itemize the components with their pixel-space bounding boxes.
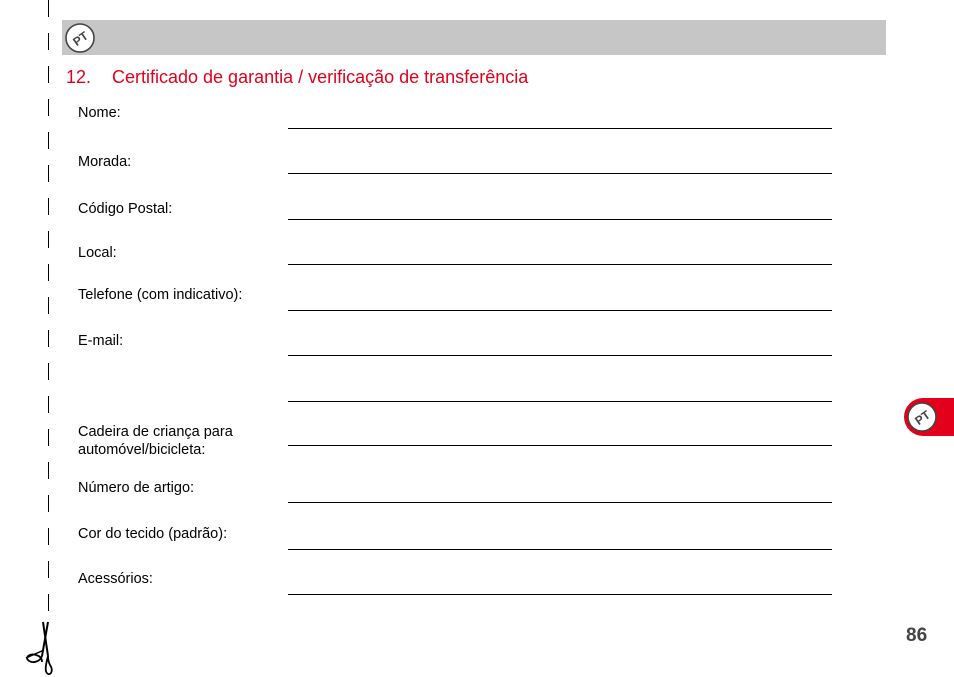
field-line-acessorios[interactable] — [288, 594, 832, 595]
cut-line-dash — [48, 594, 49, 611]
cut-line-dash — [48, 132, 49, 149]
cut-line-dash — [48, 561, 49, 578]
cut-line — [48, 0, 50, 610]
cut-line-dash — [48, 0, 49, 17]
cut-line-dash — [48, 66, 49, 83]
cut-line-dash — [48, 198, 49, 215]
field-label-telefone: Telefone (com indicativo): — [78, 287, 243, 303]
cut-line-dash — [48, 396, 49, 413]
language-badge-text: PT — [70, 28, 91, 49]
language-badge-icon — [64, 22, 96, 54]
section-title — [66, 67, 528, 88]
language-badge-icon — [906, 401, 938, 433]
section-title-text: Certificado de garantia / verificação de transferência — [112, 67, 529, 87]
field-line-morada[interactable] — [288, 173, 832, 174]
section-number: 12. — [66, 67, 92, 87]
field-label-cadeira: Cadeira de criança para automóvel/bicicleta: — [78, 424, 233, 458]
cut-line-dash — [48, 99, 49, 116]
field-line-local[interactable] — [288, 264, 832, 265]
side-language-badge-text: PT — [912, 407, 933, 428]
cut-line-dash — [48, 429, 49, 446]
scissors-icon — [22, 620, 62, 676]
field-label-email: E-mail: — [78, 333, 124, 349]
cut-line-dash — [48, 297, 49, 314]
cut-line-dash — [48, 231, 49, 248]
field-line-cadeira[interactable] — [288, 445, 832, 446]
header-bar — [62, 20, 886, 55]
field-label-acessorios: Acessórios: — [78, 571, 153, 587]
cut-line-dash — [48, 528, 49, 545]
cut-line-dash — [48, 165, 49, 182]
field-line-codigo-postal[interactable] — [288, 219, 832, 220]
cut-line-dash — [48, 330, 49, 347]
field-label-numero-artigo: Número de artigo: — [78, 480, 195, 496]
field-label-morada: Morada: — [78, 154, 132, 170]
cut-line-dash — [48, 495, 49, 512]
field-line-telefone[interactable] — [288, 310, 832, 311]
field-line-numero-artigo[interactable] — [288, 502, 832, 503]
cut-line-dash — [48, 462, 49, 479]
field-label-nome: Nome: — [78, 105, 121, 121]
field-label-local: Local: — [78, 245, 117, 261]
cut-line-dash — [48, 363, 49, 380]
cut-line-dash — [48, 264, 49, 281]
field-line-cor-tecido[interactable] — [288, 549, 832, 550]
field-line-email[interactable] — [288, 355, 832, 356]
cut-line-dash — [48, 33, 49, 50]
field-line-extra[interactable] — [288, 401, 832, 402]
field-label-codigo-postal: Código Postal: — [78, 201, 173, 217]
field-line-nome[interactable] — [288, 128, 832, 129]
page-number: 86 — [906, 625, 928, 646]
field-label-cor-tecido: Cor do tecido (padrão): — [78, 526, 228, 542]
